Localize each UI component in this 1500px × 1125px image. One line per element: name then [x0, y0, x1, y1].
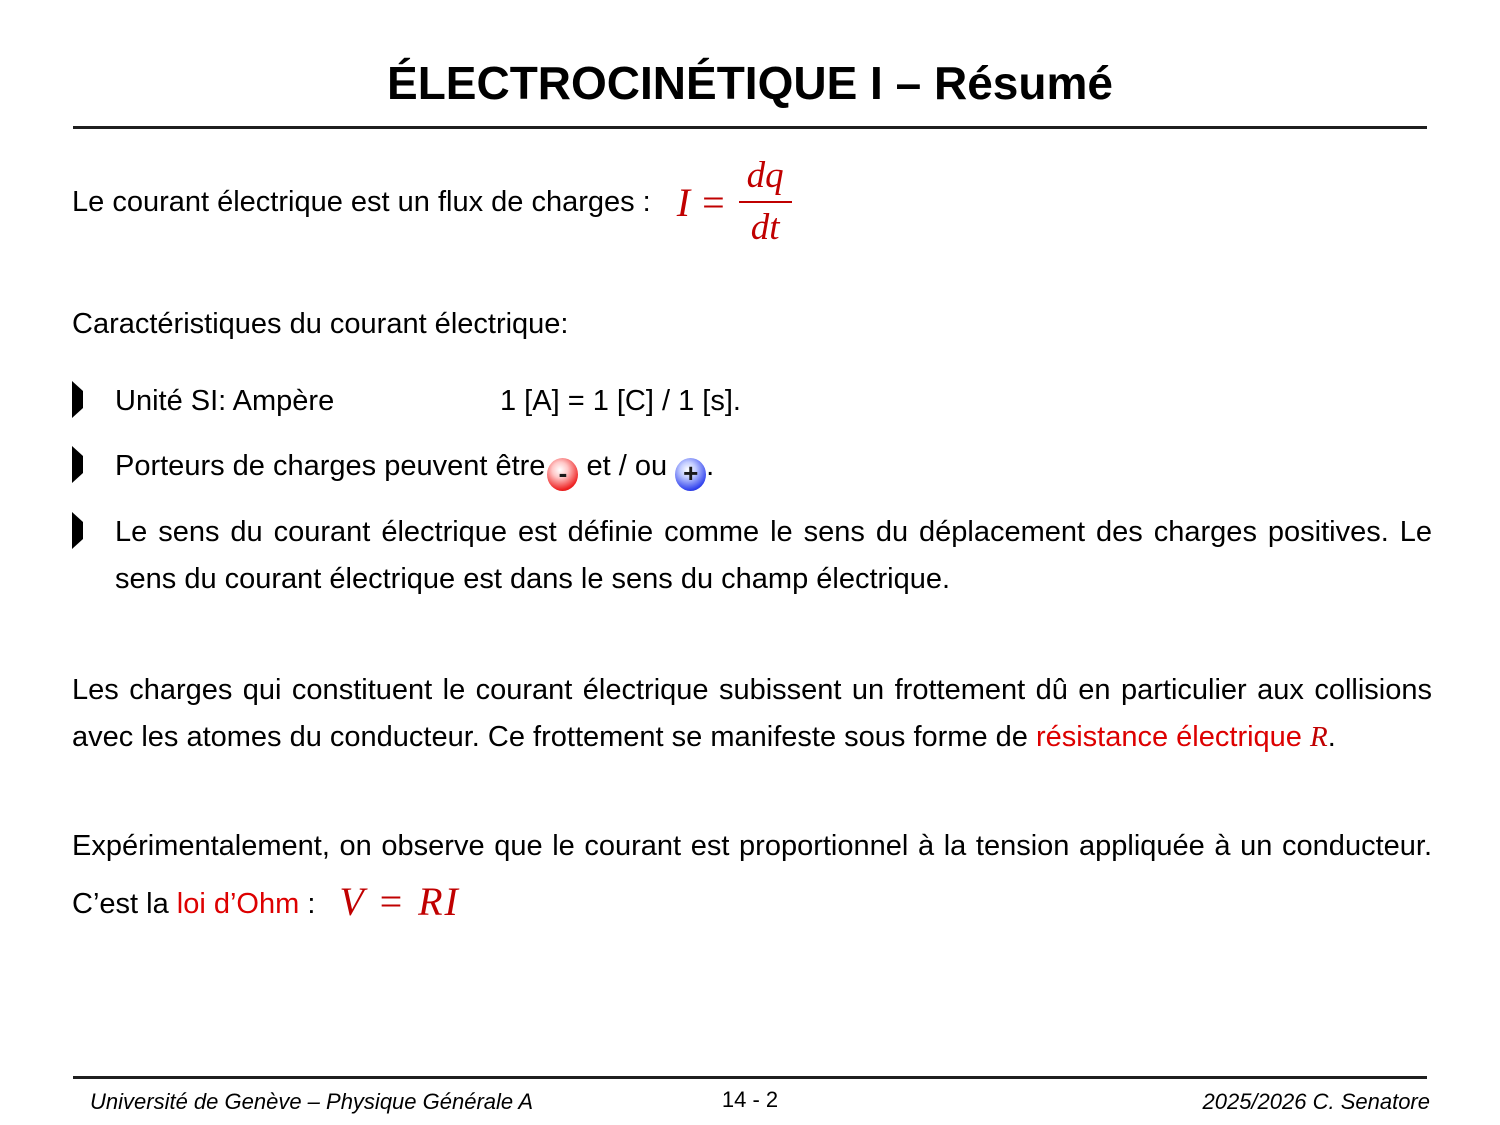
bullet-arrow-icon — [72, 509, 115, 603]
formula-fraction — [739, 153, 792, 252]
resistance-period: . — [1327, 720, 1336, 753]
characteristics-heading: Caractéristiques du courant électrique: — [72, 308, 569, 340]
bullet-charge-carriers — [72, 443, 1432, 491]
carriers-text-middle: et / ou — [578, 449, 676, 482]
bullet-unit-si-content — [115, 378, 1432, 425]
carriers-text-before: Porteurs de charges peuvent être — [115, 449, 546, 482]
formula-equals: = — [702, 179, 725, 225]
formula-current-symbol: I — [676, 179, 691, 225]
bullet-arrow-icon — [72, 443, 115, 491]
ohm-colon: : — [299, 887, 316, 920]
footer-page-number: 14 - 2 — [721, 1087, 779, 1112]
resistance-text-red: résistance électrique — [1035, 720, 1310, 753]
unit-si-label: Unité SI: Ampère — [115, 384, 335, 417]
intro-text: Le courant électrique est un flux de charges : — [72, 185, 651, 218]
fraction-denominator: dt — [750, 207, 780, 248]
current-direction-text: Le sens du courant électrique est définie comme le sens du déplacement des charges positives. Le sens du courant électrique est dans le sens du champ électrique. — [115, 515, 1432, 595]
bullet-current-direction — [72, 509, 1432, 603]
ohm-law-label: loi d’Ohm — [176, 887, 300, 920]
ohm-text-black: Expérimentalement, on observe que le courant est proportionnel à la tension appliquée à un conducteur. C’est la — [72, 829, 1432, 920]
ohm-paragraph — [72, 823, 1432, 935]
current-formula — [677, 153, 792, 252]
resistance-symbol: R — [1309, 720, 1328, 753]
carriers-text-after: . — [706, 449, 715, 482]
bullet-unit-si — [72, 378, 1432, 425]
slide-title: ÉLECTROCINÉTIQUE I – Résumé — [387, 57, 1113, 109]
fraction-numerator: dq — [739, 153, 792, 203]
bullet-charge-carriers-content — [115, 443, 1432, 491]
unit-si-equation: 1 [A] = 1 [C] / 1 [s]. — [500, 384, 741, 417]
intro-row — [72, 143, 1432, 261]
footer-divider — [73, 1076, 1427, 1079]
title-divider — [73, 126, 1427, 129]
bullet-arrow-icon — [72, 378, 115, 425]
ohm-law-formula: V = RI — [339, 878, 460, 924]
footer-author-year: 2025/2026 C. Senatore — [1202, 1089, 1430, 1114]
resistance-text-black: Les charges qui constituent le courant électrique subissent un frottement dû en particulier aux collisions avec les atomes du conducteur. Ce frottement se manifeste sous forme de — [72, 673, 1432, 753]
positive-charge-icon: + — [675, 458, 706, 491]
footer-institution: Université de Genève – Physique Générale A — [90, 1089, 534, 1114]
negative-charge-icon: - — [547, 458, 578, 491]
resistance-paragraph — [72, 667, 1432, 761]
